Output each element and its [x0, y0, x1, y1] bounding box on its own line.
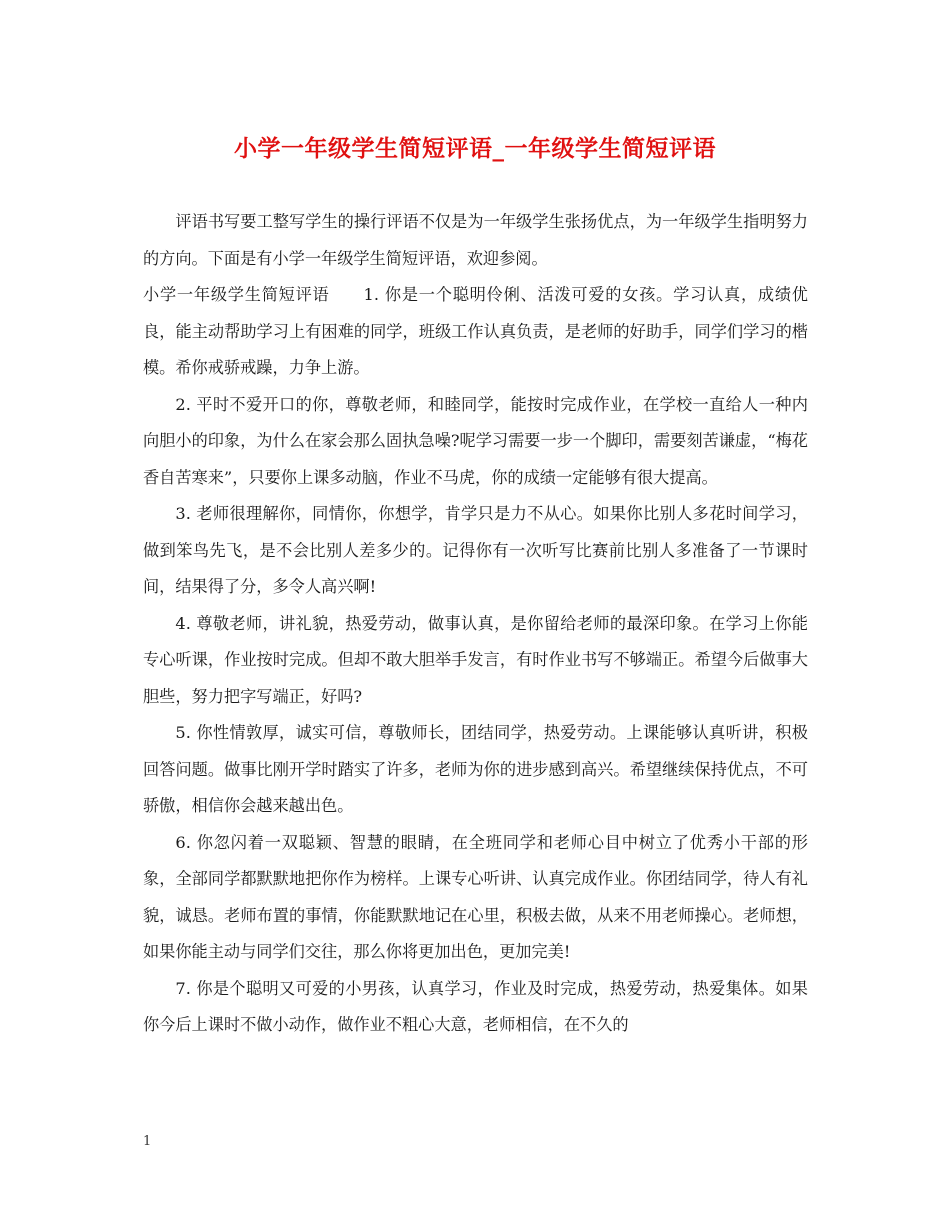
page-number: 1: [143, 1134, 152, 1149]
page-title: 小学一年级学生简短评语_一年级学生简短评语: [234, 136, 716, 162]
comment-item-5: 5. 你性情敦厚，诚实可信，尊敬师长，团结同学，热爱劳动。上课能够认真听讲，积极回答问题。做事比刚开学时踏实了许多，老师为你的进步感到高兴。希望继续保持优点，不可骄傲，相信你会越来越出色。: [143, 723, 808, 815]
comment-item-1: 1. 你是一个聪明伶俐、活泼可爱的女孩。学习认真，成绩优良，能主动帮助学习上有困难的同学，班级工作认真负责，是老师的好助手，同学们学习的楷模。希你戒骄戒躁，力争上游。: [143, 285, 808, 377]
document-body: [143, 204, 808, 1044]
section-heading: 小学一年级学生简短评语: [143, 285, 330, 304]
comment-item-6: 6. 你忽闪着一双聪颖、智慧的眼睛，在全班同学和老师心目中树立了优秀小干部的形象，全部同学都默默地把你作为榜样。上课专心听讲、认真完成作业。你团结同学，待人有礼貌，诚恳。老师布置的事情，你能默默地记在心里，积极去做，从来不用老师操心。老师想，如果你能主动与同学们交往，那么你将更加出色，更加完美!: [143, 832, 808, 961]
comment-item-2: 2. 平时不爱开口的你，尊敬老师，和睦同学，能按时完成作业，在学校一直给人一种内向胆小的印象，为什么在家会那么固执急噪?呢学习需要一步一个脚印，需要刻苦谦虚，“梅花香自苦寒来”，只要你上课多动脑，作业不马虎，你的成绩一定能够有很大提高。: [143, 394, 808, 487]
comment-item-3: 3. 老师很理解你，同情你，你想学，肯学只是力不从心。如果你比别人多花时间学习，做到笨鸟先飞，是不会比别人差多少的。记得你有一次听写比赛前比别人多准备了一节课时间，结果得了分，多令人高兴啊!: [143, 504, 808, 596]
comment-item-4: 4. 尊敬老师，讲礼貌，热爱劳动，做事认真，是你留给老师的最深印象。在学习上你能专心听课，作业按时完成。但却不敢大胆举手发言，有时作业书写不够端正。希望今后做事大胆些，努力把字写端正，好吗?: [143, 613, 808, 706]
intro-paragraph: 评语书写要工整写学生的操行评语不仅是为一年级学生张扬优点，为一年级学生指明努力的方向。下面是有小学一年级学生简短评语，欢迎参阅。: [143, 212, 808, 268]
section-paragraph: [143, 277, 808, 387]
comment-item-7: 7. 你是个聪明又可爱的小男孩，认真学习，作业及时完成，热爱劳动，热爱集体。如果你今后上课时不做小动作，做作业不粗心大意，老师相信，在不久的: [143, 978, 808, 1034]
